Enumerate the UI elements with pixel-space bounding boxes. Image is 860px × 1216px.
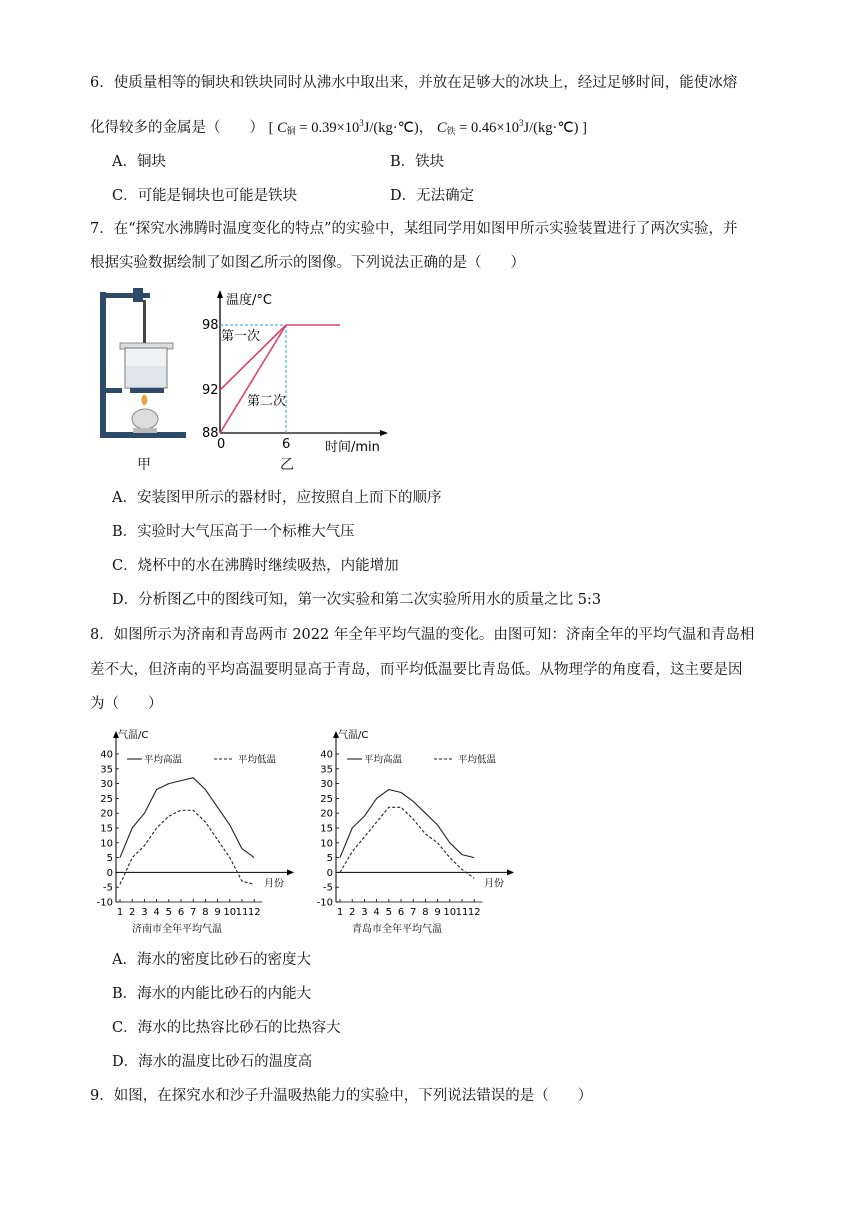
x-axis-label: 月份 — [484, 878, 504, 890]
y-tick-label: 25 — [320, 793, 333, 805]
x-tick-label: 8 — [422, 907, 429, 918]
question-8-line2: 差不大，但济南的平均高温要明显高于青岛，而平均低温要比青岛低。从物理学的角度看，这主要是因 — [90, 662, 743, 678]
option-d[interactable]: D．海水的温度比砂石的温度高 — [112, 1054, 313, 1070]
x-tick-label: 8 — [202, 907, 209, 918]
y-tick-label: 5 — [326, 853, 333, 865]
y-tick-label: 0 — [326, 867, 333, 879]
question-6-line2 — [90, 108, 780, 146]
x-tick-label: 1 — [116, 907, 124, 918]
y-axis-label: 气温/C — [338, 730, 369, 741]
legend-low-label: 平均低温 — [238, 754, 277, 766]
legend-low-label: 平均低温 — [458, 754, 497, 766]
question-8-line3: 为（ ） — [90, 696, 163, 712]
x-tick-label: 2 — [349, 907, 356, 918]
y-tick-label: 0 — [106, 867, 113, 879]
y-tick-label: 40 — [100, 749, 113, 761]
x-axis-arrow — [287, 869, 294, 875]
x-tick-label: 6 — [397, 907, 405, 918]
x-tick-label: 9 — [214, 907, 221, 918]
option-c[interactable]: C．烧杯中的水在沸腾时继续吸热，内能增加 — [112, 558, 399, 574]
option-d[interactable]: D．无法确定 — [390, 188, 475, 204]
series-low-line — [340, 807, 474, 878]
figure-yi-label: 乙 — [280, 457, 294, 473]
x-tick-label: 6 — [177, 907, 185, 918]
x-tick-label: 7 — [190, 907, 197, 918]
question-6-stem: 化得较多的金属是（ ） — [90, 120, 264, 136]
y-axis-label: 温度/°C — [226, 293, 272, 308]
chart-title: 青岛市全年平均气温 — [352, 924, 442, 935]
qingdao-temperature-chart — [312, 722, 530, 944]
legend-high-label: 平均高温 — [144, 754, 183, 766]
x-tick-label: 11 — [235, 907, 249, 918]
question-6-line1: 6．使质量相等的铜块和铁块同时从沸水中取出来，并放在足够大的冰块上，经过足够时间，能使冰熔 — [90, 75, 738, 91]
option-a[interactable]: A．安装图甲所示的器材时，应按照自上而下的顺序 — [112, 490, 442, 506]
y-tick-label: 5 — [106, 853, 113, 865]
series-low-line — [120, 810, 254, 884]
option-a[interactable]: A．铜块 — [112, 154, 166, 170]
specific-heat-formula: [ $C_铜$ = $0.39\times 10^3J/(kg\cdot℃)$， $C_铁$ = $0.46\times 10^3J/(kg\cdot℃)$ ] — [268, 118, 587, 136]
y-tick-label: 30 — [100, 779, 113, 791]
y-tick-label: 40 — [320, 749, 333, 761]
y-tick-label: 30 — [320, 779, 333, 791]
y-tick-label: 35 — [100, 764, 113, 776]
x-tick-label: 10 — [443, 907, 457, 918]
x-tick-label: 10 — [223, 907, 237, 918]
x-tick-label: 5 — [165, 907, 172, 918]
y-tick-92: 92 — [202, 383, 219, 398]
x-axis-label: 时间/min — [325, 440, 380, 455]
x-tick-label: 4 — [373, 907, 380, 918]
y-tick-88: 88 — [202, 426, 219, 441]
y-tick-label: 10 — [100, 838, 113, 850]
chart-title: 济南市全年平均气温 — [132, 924, 222, 935]
x-tick-0: 0 — [217, 437, 226, 452]
question-8-line1: 8．如图所示为济南和青岛两市 2022 年全年平均气温的变化。由图可知：济南全年的平均气温和青岛相 — [90, 627, 755, 643]
x-tick-label: 3 — [361, 907, 368, 918]
apparatus-figure — [95, 288, 195, 470]
x-tick-label: 1 — [336, 907, 344, 918]
option-b[interactable]: B．海水的内能比砂石的内能大 — [112, 986, 312, 1002]
series-high-line — [120, 778, 254, 858]
x-tick-label: 12 — [247, 907, 261, 918]
y-tick-label: 25 — [100, 793, 113, 805]
option-c[interactable]: C．可能是铜块也可能是铁块 — [112, 188, 298, 204]
question-7-line1: 7．在“探究水沸腾时温度变化的特点”的实验中，某组同学用如图甲所示实验装置进行了两次实验，并 — [90, 221, 738, 237]
x-tick-label: 2 — [129, 907, 136, 918]
x-tick-label: 4 — [153, 907, 160, 918]
y-tick-label: 35 — [320, 764, 333, 776]
series-second-label: 第二次 — [247, 394, 287, 409]
legend-high-label: 平均高温 — [364, 754, 403, 766]
option-c[interactable]: C．海水的比热容比砂石的比热容大 — [112, 1020, 341, 1036]
y-axis-label: 气温/C — [118, 730, 149, 741]
y-tick-label: 10 — [320, 838, 333, 850]
series-first-label: 第一次 — [221, 329, 261, 344]
x-tick-label: 12 — [467, 907, 481, 918]
option-b[interactable]: B．实验时大气压高于一个标椎大气压 — [112, 524, 355, 540]
y-tick-label: 15 — [320, 823, 333, 835]
y-tick-label: -10 — [96, 897, 113, 909]
x-tick-label: 5 — [385, 907, 392, 918]
figure-jia-label: 甲 — [137, 457, 151, 473]
boiling-chart — [200, 288, 400, 478]
x-tick-label: 3 — [141, 907, 148, 918]
x-axis-label: 月份 — [264, 878, 284, 890]
option-b[interactable]: B．铁块 — [390, 154, 445, 170]
x-tick-label: 7 — [410, 907, 417, 918]
y-tick-label: -5 — [103, 882, 113, 894]
series-high-line — [340, 790, 474, 858]
x-tick-label: 9 — [434, 907, 441, 918]
y-tick-label: 15 — [100, 823, 113, 835]
option-d[interactable]: D．分析图乙中的图线可知，第一次实验和第二次实验所用水的质量之比 5:3 — [112, 592, 602, 608]
y-tick-label: -10 — [316, 897, 333, 909]
y-tick-label: 20 — [100, 808, 113, 820]
y-tick-label: -5 — [323, 882, 333, 894]
x-axis-arrow — [507, 869, 514, 875]
jinan-temperature-chart — [92, 722, 310, 944]
option-a[interactable]: A．海水的密度比砂石的密度大 — [112, 952, 311, 968]
y-tick-98: 98 — [202, 318, 219, 333]
x-tick-6: 6 — [282, 437, 291, 452]
question-7-line2: 根据实验数据绘制了如图乙所示的图像。下列说法正确的是（ ） — [90, 255, 525, 271]
question-9-line1: 9．如图，在探究水和沙子升温吸热能力的实验中，下列说法错误的是（ ） — [90, 1088, 593, 1104]
x-tick-label: 11 — [455, 907, 469, 918]
y-tick-label: 20 — [320, 808, 333, 820]
